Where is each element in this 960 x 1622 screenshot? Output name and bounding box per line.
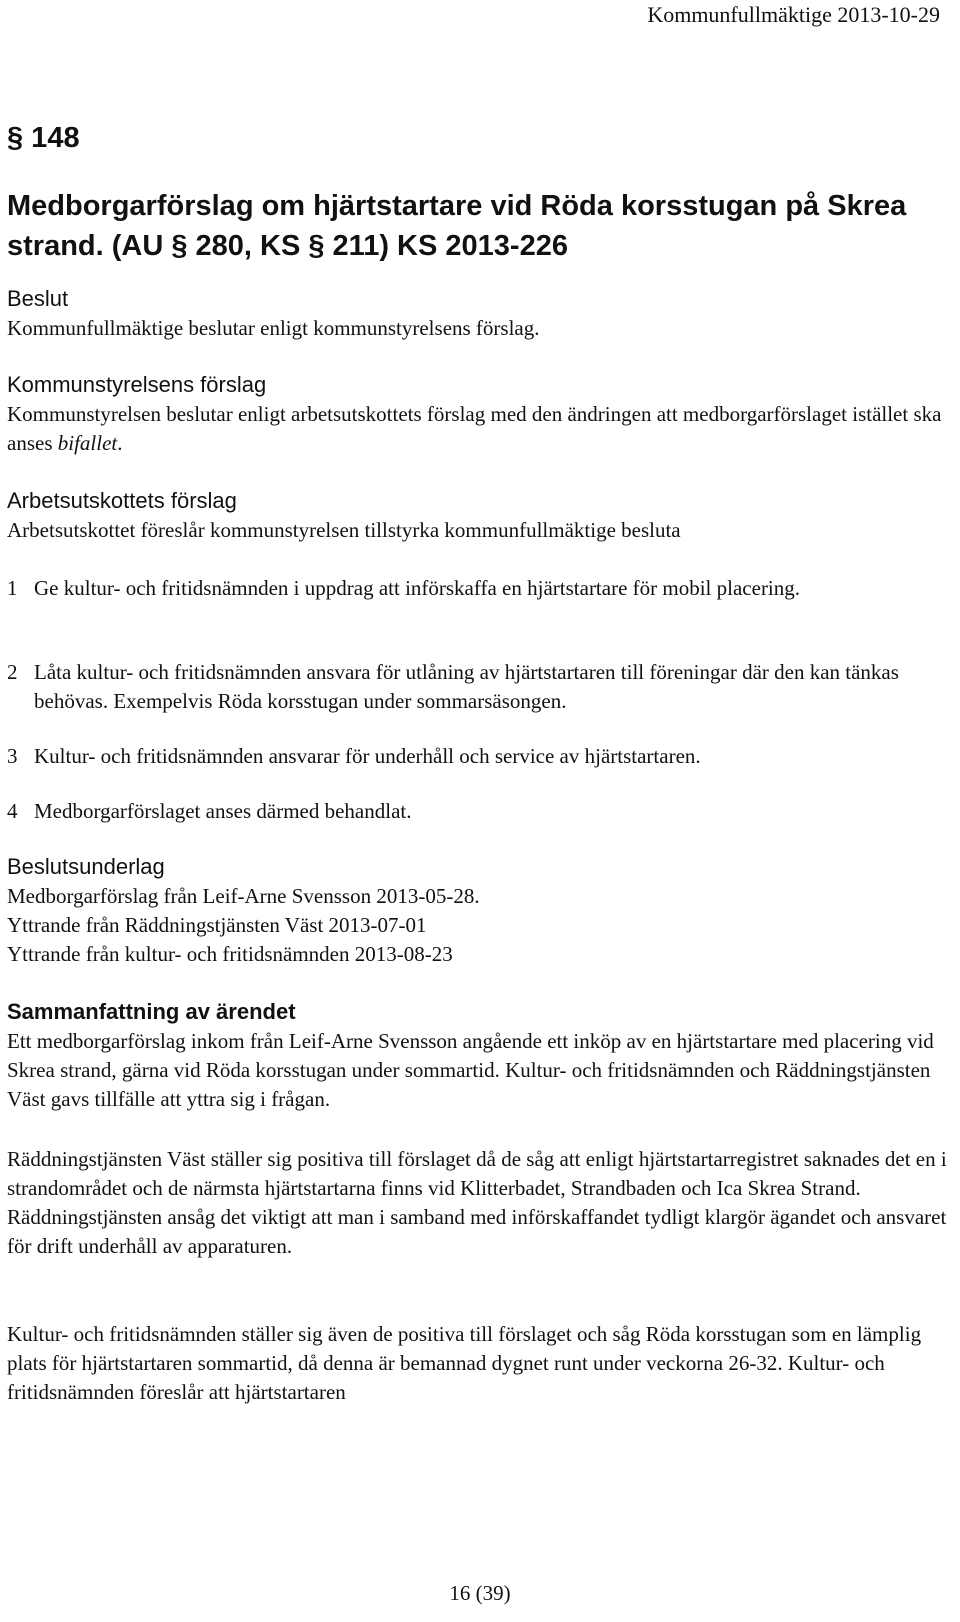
list-item-number: 2 [7,660,18,684]
section-number: § 148 [7,122,80,154]
running-header: Kommunfullmäktige 2013-10-29 [647,2,940,27]
list-item [7,574,952,603]
sammanfattning-heading: Sammanfattning av ärendet [7,999,296,1024]
page-title: Medborgarförslag om hjärtstartare vid Röda korsstugan på Skrea strand. (AU § 280, KS § 211) KS 2013-226 [7,190,907,262]
sammanfattning-paragraph: Ett medborgarförslag inkom från Leif-Arne Svensson angående ett inköp av en hjärtstartare med placering vid Skrea strand, gärna vid Röda korsstugan under sommartid. Kultur- och fritidsnämnden och Räddningstjänsten Väst gavs tillfälle att yttra sig i frågan. [7,1029,934,1111]
list-item-text: Kultur- och fritidsnämnden ansvarar för underhåll och service av hjärtstartaren. [34,744,701,768]
sammanfattning-paragraph: Räddningstjänsten Väst ställer sig positiva till förslaget då de såg att enligt hjärtstartarregistret saknades det en i strandområdet och de närmsta hjärtstartarna finns vid Klitterbadet, Strandbaden och Ica Skrea Strand. Räddningstjänsten ansåg det viktigt att man i samband med införskaffandet tydligt klargör ägandet och ansvaret för drift underhåll av apparaturen. [7,1147,947,1258]
list-item-text: Låta kultur- och fritidsnämnden ansvara för utlåning av hjärtstartaren till föreningar där den kan tänkas behövas. Exempelvis Röda korsstugan under sommarsäsongen. [34,660,899,713]
sammanfattning-section-3 [7,1320,952,1407]
beslutsunderlag-line: Yttrande från Räddningstjänsten Väst 2013-07-01 [7,913,427,937]
ks-forslag-heading: Kommunstyrelsens förslag [7,372,267,397]
sammanfattning-paragraph: Kultur- och fritidsnämnden ställer sig även de positiva till förslaget och såg Röda korsstugan som en lämplig plats för hjärtstartaren sommartid, då denna är bemannad dygnet runt under veckorna 26-32. Kultur- och fritidsnämnden föreslår att hjärtstartaren [7,1322,922,1404]
list-item-number: 1 [7,576,18,600]
beslutsunderlag-line: Medborgarförslag från Leif-Arne Svensson 2013-05-28. [7,884,480,908]
list-item [7,797,952,826]
ks-forslag-section [7,370,952,458]
page-number: 16 (39) [449,1581,511,1605]
ks-forslag-text [7,400,952,458]
sammanfattning-section-2 [7,1145,952,1261]
list-item [7,742,952,771]
list-item [7,658,952,716]
beslutsunderlag-section [7,852,952,969]
beslutsunderlag-line: Yttrande från kultur- och fritidsnämnden 2013-08-23 [7,942,453,966]
au-forslag-intro: Arbetsutskottet föreslår kommunstyrelsen tillstyrka kommunfullmäktige besluta [7,518,681,542]
list-item-text: Ge kultur- och fritidsnämnden i uppdrag att införskaffa en hjärtstartare för mobil placering. [34,576,801,600]
au-forslag-heading: Arbetsutskottets förslag [7,488,237,513]
beslut-section [7,284,952,343]
list-item-number: 3 [7,744,18,768]
beslut-heading: Beslut [7,286,69,311]
beslutsunderlag-heading: Beslutsunderlag [7,854,165,879]
beslut-text: Kommunfullmäktige beslutar enligt kommunstyrelsens förslag. [7,316,540,340]
list-item-text: Medborgarförslaget anses därmed behandlat. [34,799,412,823]
list-item-number: 4 [7,799,18,823]
au-forslag-section [7,486,952,545]
ks-forslag-text-end: . [117,431,123,455]
sammanfattning-section [7,997,952,1114]
ks-forslag-text-italic: bifallet [57,431,118,455]
ks-forslag-text-main: Kommunstyrelsen beslutar enligt arbetsutskottets förslag med den ändringen att medborgarförslaget istället ska anses [7,402,942,455]
